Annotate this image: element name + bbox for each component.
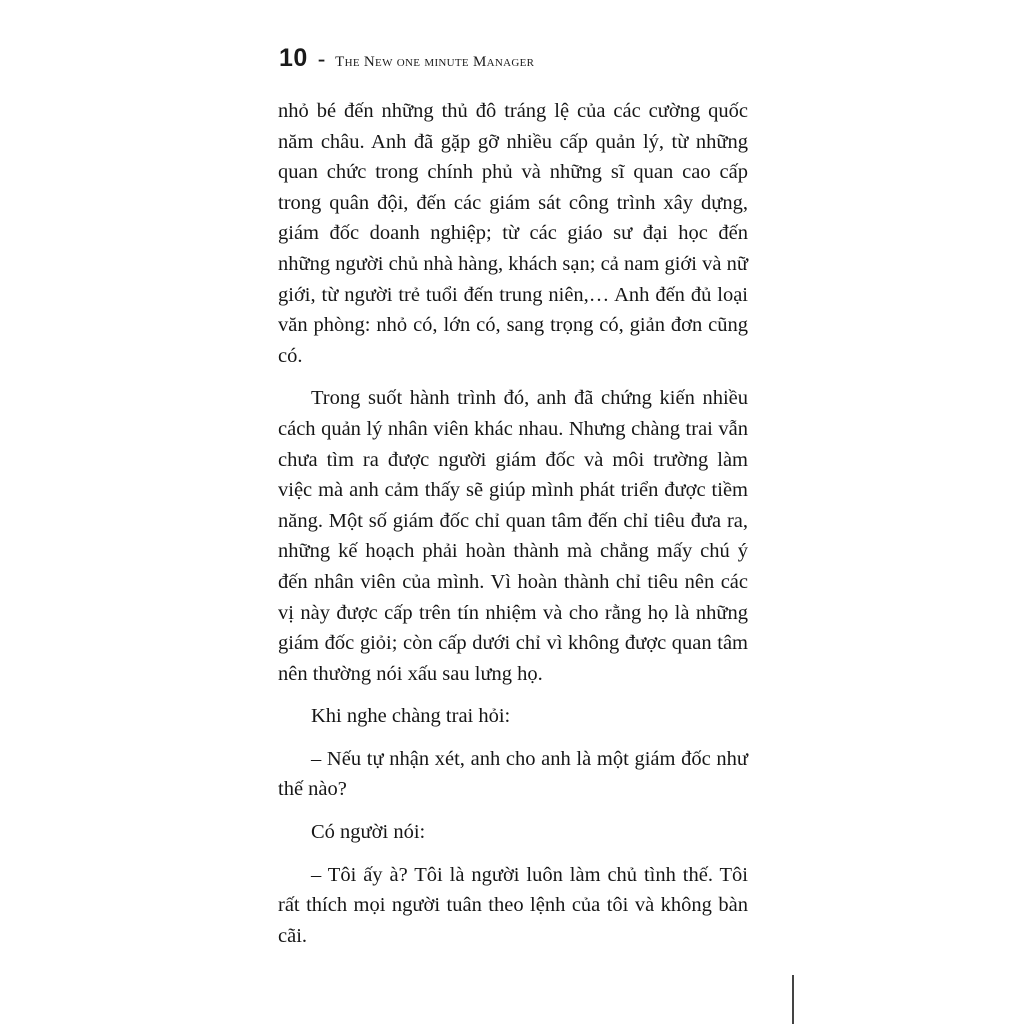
page-number: 10	[279, 44, 308, 72]
running-header	[279, 44, 534, 73]
paragraph: Trong suốt hành trình đó, anh đã chứng kiến nhiều cách quản lý nhân viên khác nhau. Nhưng chàng trai vẫn chưa tìm ra được người giám đốc và môi trường làm việc mà anh cảm thấy sẽ giúp mình phát triển được tiềm năng. Một số giám đốc chỉ quan tâm đến chỉ tiêu đưa ra, những kế hoạch phải hoàn thành mà chẳng mấy chú ý đến nhân viên của mình. Vì hoàn thành chỉ tiêu nên các vị này được cấp trên tín nhiệm và cho rằng họ là những giám đốc giỏi; còn cấp dưới chỉ vì không được quan tâm nên thường nói xấu sau lưng họ.	[278, 387, 748, 685]
header-separator: -	[317, 46, 326, 71]
dialogue-paragraph: – Nếu tự nhận xét, anh cho anh là một giám đốc như thế nào?	[278, 747, 748, 801]
paragraph: Có người nói:	[311, 821, 426, 844]
page-body	[278, 96, 748, 963]
book-title: The New one minute Manager	[335, 54, 535, 70]
dialogue-paragraph: – Tôi ấy à? Tôi là người luôn làm chủ tình thế. Tôi rất thích mọi người tuân theo lệnh của tôi và không bàn cãi.	[278, 863, 748, 947]
page-edge-line	[792, 975, 794, 1024]
paragraph-continued: nhỏ bé đến những thủ đô tráng lệ của các cường quốc năm châu. Anh đã gặp gỡ nhiều cấp quản lý, từ những quan chức trong chính phủ và những sĩ quan cao cấp trong quân đội, đến các giám sát công trình xây dựng, giám đốc doanh nghiệp; từ các giáo sư đại học đến những người chủ nhà hàng, khách sạn; cả nam giới và nữ giới, từ người trẻ tuổi đến trung niên,… Anh đến đủ loại văn phòng: nhỏ có, lớn có, sang trọng có, giản đơn cũng có.	[278, 100, 748, 367]
paragraph: Khi nghe chàng trai hỏi:	[311, 705, 511, 728]
